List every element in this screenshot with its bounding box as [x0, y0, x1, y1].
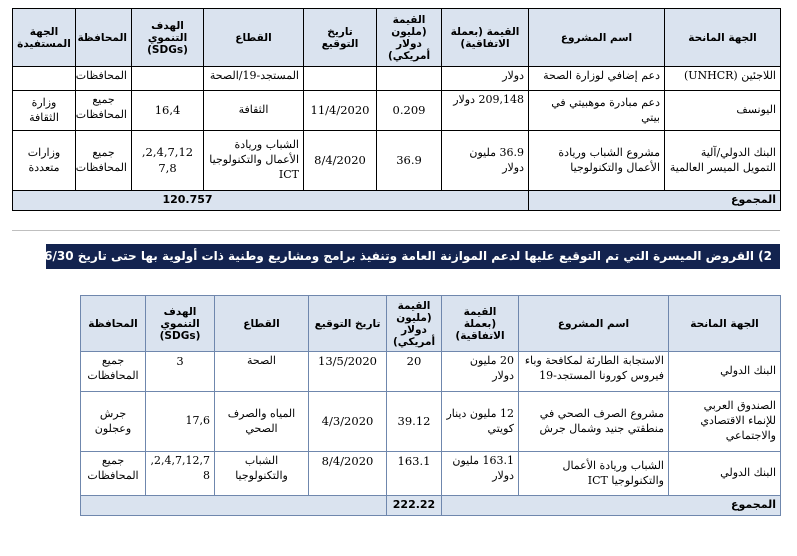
total-row [13, 191, 781, 211]
table-row [81, 392, 781, 452]
cell-entity: اليونسف [665, 91, 781, 131]
header-entity: الجهة المانحة [665, 9, 781, 67]
header-value-currency: القيمة (بعملة الاتفاقية) [442, 296, 519, 352]
total-empty [81, 496, 387, 516]
cell-signing-date: 13/5/2020 [309, 352, 387, 392]
cell-sdg: 17,6 [146, 392, 215, 452]
cell-sdg: 16,4 [132, 91, 204, 131]
header-value-usd: القيمة (مليون دولار أمريكي) [387, 296, 442, 352]
cell-project: دعم مبادرة موهبيتي في بيتي [529, 91, 665, 131]
cell-governorate: جميع المحافظات [76, 91, 132, 131]
header-signing-date: تاريخ التوقيع [309, 296, 387, 352]
header-value-usd: القيمة (مليون دولار أمريكي) [377, 9, 442, 67]
total-label: المجموع [529, 191, 781, 211]
cell-entity: البنك الدولي/آلية التمويل الميسر العالمية [665, 131, 781, 191]
cell-signing-date: 4/3/2020 [309, 392, 387, 452]
header-project: اسم المشروع [519, 296, 669, 352]
table-row [13, 67, 781, 91]
divider [12, 230, 780, 231]
cell-entity: البنك الدولي [669, 452, 781, 496]
cell-value-usd [377, 67, 442, 91]
header-governorate: المحافظة [76, 9, 132, 67]
cell-beneficiary: وزارة الثقافة [13, 91, 76, 131]
cell-sdg [132, 67, 204, 91]
header-beneficiary: الجهة المستفيدة [13, 9, 76, 67]
header-sector: القطاع [204, 9, 304, 67]
cell-value-usd: 163.1 [387, 452, 442, 496]
cell-sdg: 2,4,7,12, 7,8 [132, 131, 204, 191]
cell-project: دعم إضافي لوزارة الصحة [529, 67, 665, 91]
section-title: 2) القروض الميسرة التي تم التوقيع عليها لدعم الموازنة العامة وتنفيذ برامج ومشاريع وطنية ذات أولوية بها حتى تاريخ 2020/6/30 [46, 244, 780, 269]
cell-sdg: 2,4,7,12,7, 8 [146, 452, 215, 496]
table-header-row [81, 296, 781, 352]
cell-value-currency: 20 مليون دولار [442, 352, 519, 392]
table-row [81, 452, 781, 496]
table-header-row [13, 9, 781, 67]
cell-project: مشروع الشباب وريادة الأعمال والتكنولوجيا [529, 131, 665, 191]
cell-signing-date: 11/4/2020 [304, 91, 377, 131]
cell-project: الاستجابة الطارئة لمكافحة وباء فيروس كورونا المستجد-19 [519, 352, 669, 392]
cell-value-currency: 36.9 مليون دولار [442, 131, 529, 191]
cell-value-usd: 39.12 [387, 392, 442, 452]
total-row [81, 496, 781, 516]
cell-signing-date: 8/4/2020 [304, 131, 377, 191]
total-value: 222.22 [387, 496, 442, 516]
header-project: اسم المشروع [529, 9, 665, 67]
grants-table [12, 8, 781, 211]
cell-value-usd: 20 [387, 352, 442, 392]
table-row [13, 131, 781, 191]
cell-project: مشروع الصرف الصحي في منطقتي جنيد وشمال جرش [519, 392, 669, 452]
cell-governorate: جميع المحافظات [81, 452, 146, 496]
cell-value-usd: 0.209 [377, 91, 442, 131]
cell-governorate: جرش وعجلون [81, 392, 146, 452]
header-signing-date: تاريخ التوقيع [304, 9, 377, 67]
header-governorate: المحافظة [81, 296, 146, 352]
cell-sector: الثقافة [204, 91, 304, 131]
header-sector: القطاع [215, 296, 309, 352]
cell-signing-date: 8/4/2020 [309, 452, 387, 496]
cell-sector: الشباب وريادة الأعمال والتكنولوجيا ICT [204, 131, 304, 191]
cell-sdg: 3 [146, 352, 215, 392]
cell-entity: البنك الدولي [669, 352, 781, 392]
cell-sector: المياه والصرف الصحي [215, 392, 309, 452]
cell-value-currency: دولار [442, 67, 529, 91]
header-value-currency: القيمة (بعملة الاتفاقية) [442, 9, 529, 67]
header-sdg: الهدف التنموي (SDGs) [132, 9, 204, 67]
cell-value-currency: 12 مليون دينار كويتي [442, 392, 519, 452]
cell-value-currency: 209,148 دولار [442, 91, 529, 131]
cell-entity: الصندوق العربي للإنماء الاقتصادي والاجتماعي [669, 392, 781, 452]
cell-signing-date [304, 67, 377, 91]
cell-sector: الشباب والتكنولوجيا [215, 452, 309, 496]
cell-sector: المستجد-19/الصحة [204, 67, 304, 91]
total-label: المجموع [442, 496, 781, 516]
cell-governorate: المحافظات [76, 67, 132, 91]
cell-project: الشباب وريادة الأعمال والتكنولوجيا ICT [519, 452, 669, 496]
loans-table [80, 295, 781, 516]
total-value: 120.757 [13, 191, 529, 211]
cell-value-currency: 163.1 مليون دولار [442, 452, 519, 496]
header-sdg: الهدف التنموي (SDGs) [146, 296, 215, 352]
cell-governorate: جميع المحافظات [76, 131, 132, 191]
cell-governorate: جميع المحافظات [81, 352, 146, 392]
cell-sector: الصحة [215, 352, 309, 392]
table-row [13, 91, 781, 131]
header-entity: الجهة المانحة [669, 296, 781, 352]
cell-value-usd: 36.9 [377, 131, 442, 191]
table-row [81, 352, 781, 392]
cell-entity: اللاجئين (UNHCR) [665, 67, 781, 91]
cell-beneficiary [13, 67, 76, 91]
cell-beneficiary: وزارات متعددة [13, 131, 76, 191]
